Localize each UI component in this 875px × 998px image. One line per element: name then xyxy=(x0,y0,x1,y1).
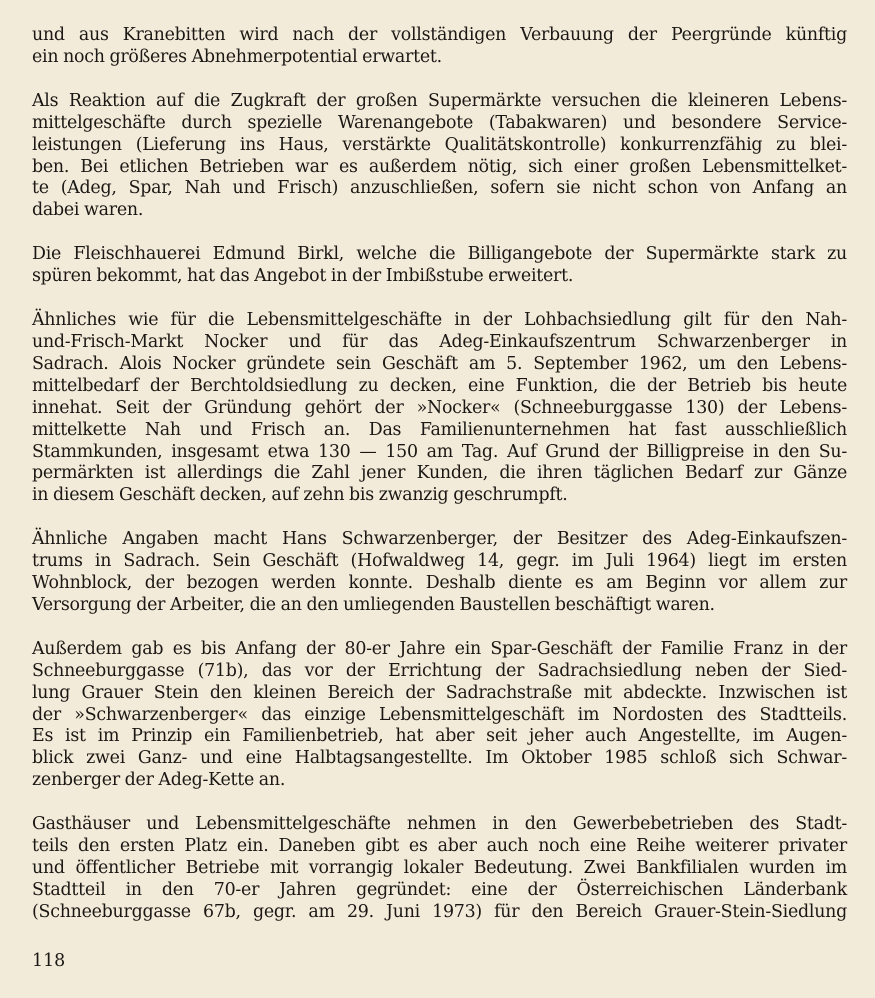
text-line: Stadtteil in den 70-er Jahren gegründet: eine der Österreichischen Länderbank xyxy=(32,879,847,900)
paragraph xyxy=(32,814,847,924)
text-line: zenberger der Adeg-Kette an. xyxy=(32,770,286,791)
text-line: und aus Kranebitten wird nach der vollständigen Verbauung der Peergründe künftig xyxy=(32,25,847,45)
text-line: trums in Sadrach. Sein Geschäft (Hofwaldweg 14, gegr. im Juli 1964) liegt im ersten xyxy=(32,551,847,572)
paragraph xyxy=(32,91,847,222)
paragraph xyxy=(32,310,847,507)
text-line: mittelkette Nah und Frisch an. Das Familienunternehmen hat fast ausschließlich xyxy=(32,419,847,440)
text-line: Sadrach. Alois Nocker gründete sein Geschäft am 5. September 1962, um den Lebens- xyxy=(32,353,847,374)
paragraph xyxy=(32,639,847,792)
text-line: und öffentlicher Betriebe mit vorrangig lokaler Bedeutung. Zwei Bankfilialen wurden im xyxy=(32,858,847,878)
text-line: lung Grauer Stein den kleinen Bereich der Sadrachstraße mit abdeckte. Inzwischen ist xyxy=(32,682,847,703)
text-line: in diesem Geschäft decken, auf zehn bis zwanzig geschrumpft. xyxy=(32,485,568,506)
paragraph xyxy=(32,529,847,617)
text-line: teils den ersten Platz ein. Daneben gibt es aber auch noch eine Reihe weiterer privater xyxy=(32,836,847,857)
text-line: der »Schwarzenberger« das einzige Lebensmittelgeschäft im Nordosten des Stadtteils. xyxy=(32,704,847,725)
text-line: (Schneeburggasse 67b, gegr. am 29. Juni 1973) für den Bereich Grauer-Stein-Siedlung xyxy=(32,901,847,922)
paragraph xyxy=(32,244,847,288)
text-line: und-Frisch-Markt Nocker und für das Adeg-Einkaufszentrum Schwarzenberger in xyxy=(32,331,847,352)
text-line: innehat. Seit der Gründung gehört der »Nocker« (Schneeburggasse 130) der Lebens- xyxy=(32,397,847,418)
text-line: blick zwei Ganz- und eine Halbtagsangestellte. Im Oktober 1985 schloß sich Schwar- xyxy=(32,748,847,769)
text-line: Wohnblock, der bezogen werden konnte. Deshalb diente es am Beginn vor allem zur xyxy=(32,573,847,594)
text-line: mittelbedarf der Berchtoldsiedlung zu decken, eine Funktion, die der Betrieb bis heute xyxy=(32,375,847,396)
text-line: Die Fleischhauerei Edmund Birkl, welche die Billigangebote der Supermärkte stark zu xyxy=(32,244,847,265)
text-line: Außerdem gab es bis Anfang der 80-er Jahre ein Spar-Geschäft der Familie Franz in der xyxy=(32,638,847,659)
text-line: spüren bekommt, hat das Angebot in der Imbißstube erweitert. xyxy=(32,266,574,287)
text-line: Es ist im Prinzip ein Familienbetrieb, hat aber seit jeher auch Angestellte, im Augen- xyxy=(32,726,847,747)
text-line: Ähnliches wie für die Lebensmittelgeschäfte in der Lohbachsiedlung gilt für den Nah- xyxy=(32,310,847,331)
text-line: permärkten ist allerdings die Zahl jener Kunden, die ihren täglichen Bedarf zur Gänze xyxy=(32,463,847,484)
text-line: dabei waren. xyxy=(32,200,144,221)
text-line: ben. Bei etlichen Betrieben war es außerdem nötig, sich einer großen Lebensmittelket- xyxy=(32,156,847,177)
text-line: leistungen (Lieferung ins Haus, verstärkte Qualitätskontrolle) konkurrenzfähig zu blei- xyxy=(32,134,847,155)
page-body xyxy=(32,25,847,946)
text-line: te (Adeg, Spar, Nah und Frisch) anzuschließen, sofern sie nicht schon von Anfang an xyxy=(32,178,847,199)
text-line: Als Reaktion auf die Zugkraft der großen Supermärkte versuchen die kleineren Lebens- xyxy=(32,90,847,111)
text-line: Versorgung der Arbeiter, die an den umliegenden Baustellen beschäftigt waren. xyxy=(32,594,715,615)
text-line: Ähnliche Angaben macht Hans Schwarzenberger, der Besitzer des Adeg-Einkaufszen- xyxy=(32,529,847,550)
text-line: ein noch größeres Abnehmerpotential erwartet. xyxy=(32,46,442,67)
text-line: Gasthäuser und Lebensmittelgeschäfte nehmen in den Gewerbebetrieben des Stadt- xyxy=(32,814,847,835)
page-number: 118 xyxy=(32,951,66,971)
paragraph xyxy=(32,25,847,69)
text-line: Stammkunden, insgesamt etwa 130 — 150 am Tag. Auf Grund der Billigpreise in den Su- xyxy=(32,441,847,462)
text-line: Schneeburggasse (71b), das vor der Errichtung der Sadrachsiedlung neben der Sied- xyxy=(32,660,847,681)
text-line: mittelgeschäfte durch spezielle Warenangebote (Tabakwaren) und besondere Service- xyxy=(32,112,847,133)
